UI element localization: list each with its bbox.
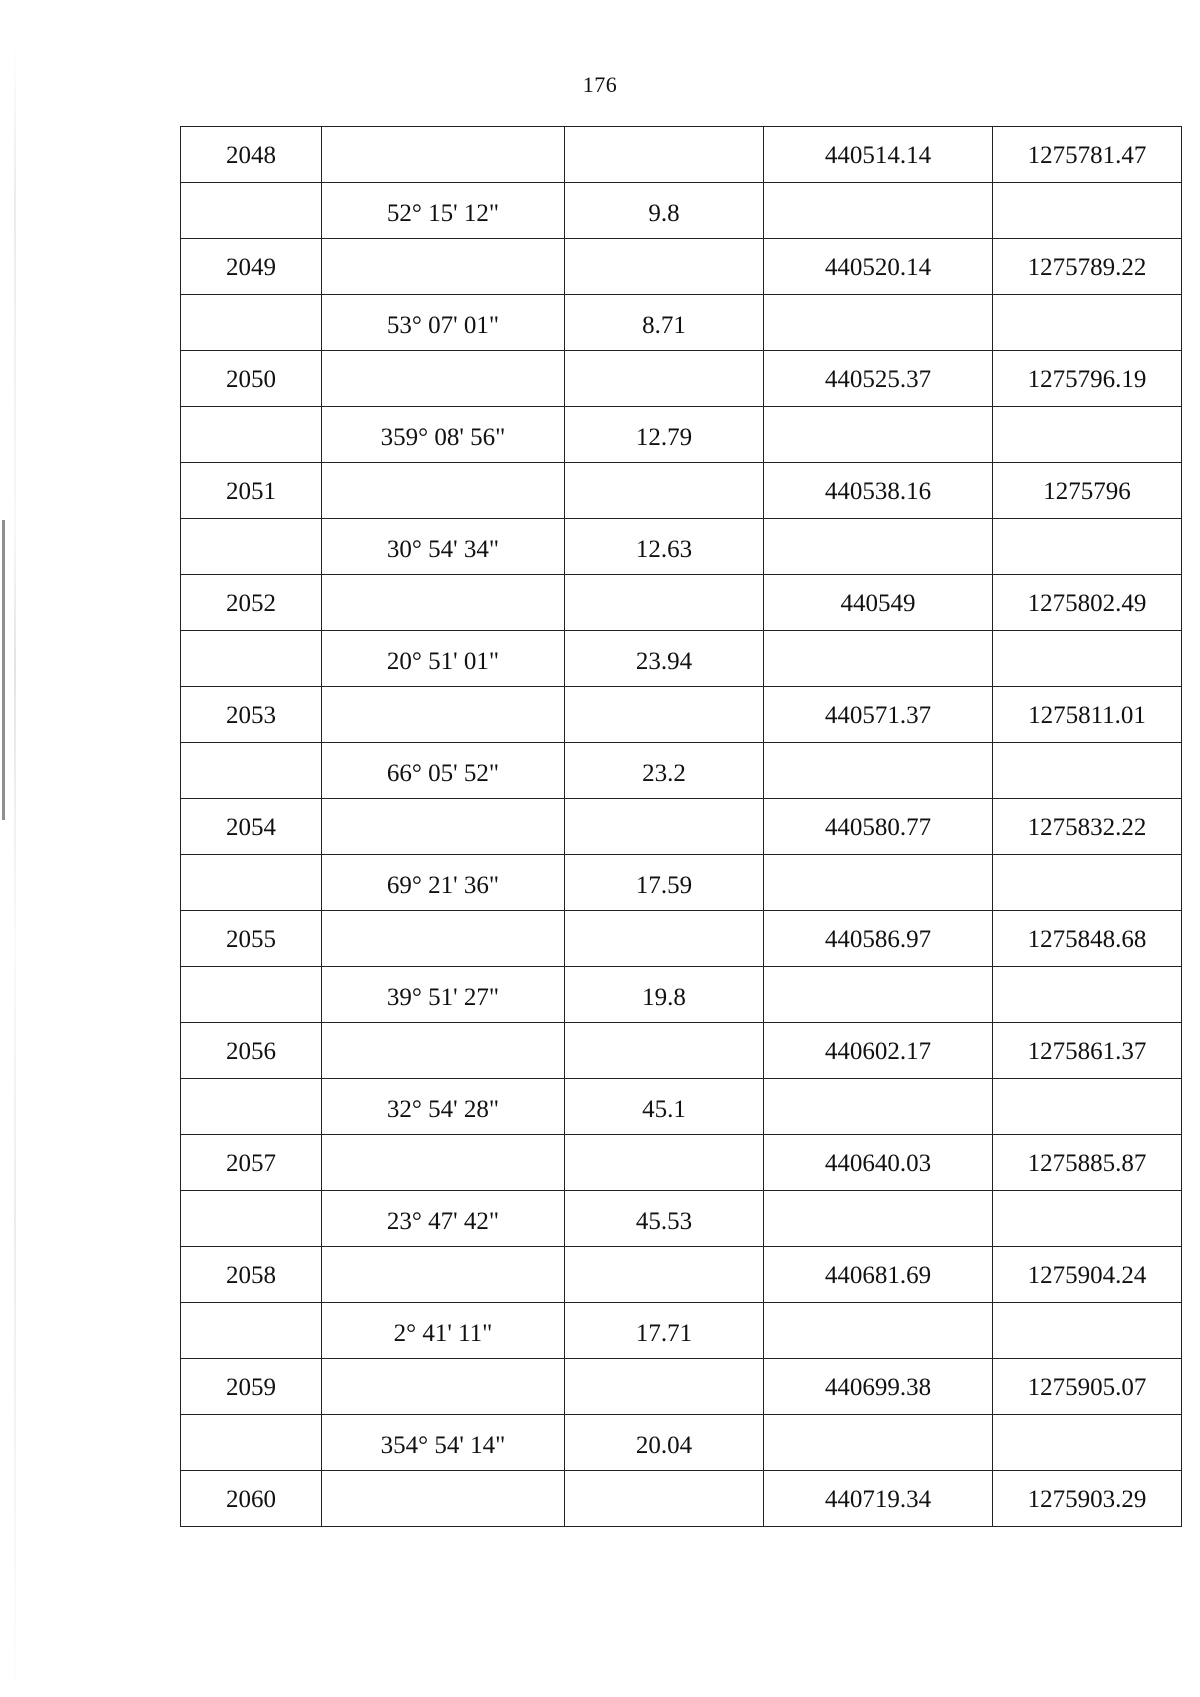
point-number-cell-text: 2049 (226, 254, 276, 281)
table-row (181, 463, 1182, 519)
easting-cell (993, 575, 1182, 631)
bearing-cell (322, 1303, 565, 1359)
distance-cell (565, 631, 764, 687)
distance-cell-text: 23.2 (642, 760, 686, 787)
distance-cell (565, 1471, 764, 1527)
point-number-cell (181, 183, 322, 239)
point-number-cell (181, 1415, 322, 1471)
northing-cell (764, 127, 993, 183)
easting-cell-text: 1275802.49 (1027, 590, 1147, 617)
bearing-cell (322, 743, 565, 799)
bearing-cell-text: 2° 41' 11" (393, 1320, 493, 1347)
point-number-cell (181, 687, 322, 743)
distance-cell (565, 519, 764, 575)
northing-cell-text: 440571.37 (824, 702, 932, 729)
distance-cell-text: 45.53 (635, 1208, 693, 1235)
distance-cell-text: 9.8 (648, 200, 680, 227)
point-number-cell (181, 1135, 322, 1191)
table-row (181, 1303, 1182, 1359)
easting-cell-text: 1275832.22 (1027, 814, 1147, 841)
easting-cell (993, 1303, 1182, 1359)
table-row (181, 855, 1182, 911)
bearing-cell (322, 1471, 565, 1527)
easting-cell (993, 799, 1182, 855)
northing-cell (764, 631, 993, 687)
bearing-cell (322, 1247, 565, 1303)
easting-cell (993, 855, 1182, 911)
bearing-cell (322, 855, 565, 911)
table-row (181, 1359, 1182, 1415)
distance-cell-text: 17.59 (635, 872, 693, 899)
table-row (181, 183, 1182, 239)
table-row (181, 631, 1182, 687)
bearing-cell-text: 69° 21' 36" (386, 872, 500, 899)
point-number-cell-text: 2052 (226, 590, 276, 617)
distance-cell (565, 1023, 764, 1079)
distance-cell-text: 45.1 (642, 1096, 686, 1123)
table-row (181, 1415, 1182, 1471)
easting-cell (993, 1247, 1182, 1303)
distance-cell (565, 967, 764, 1023)
table-row (181, 351, 1182, 407)
easting-cell-text: 1275903.29 (1027, 1486, 1147, 1513)
point-number-cell (181, 1023, 322, 1079)
survey-coordinates-table (180, 126, 1182, 1527)
table-row (181, 575, 1182, 631)
bearing-cell (322, 631, 565, 687)
northing-cell-text: 440640.03 (824, 1150, 932, 1177)
easting-cell (993, 1135, 1182, 1191)
bearing-cell (322, 407, 565, 463)
bearing-cell-text: 30° 54' 34" (386, 536, 500, 563)
bearing-cell (322, 967, 565, 1023)
table-row (181, 799, 1182, 855)
easting-cell-text: 1275848.68 (1027, 926, 1147, 953)
easting-cell (993, 687, 1182, 743)
point-number-cell (181, 407, 322, 463)
northing-cell (764, 1359, 993, 1415)
northing-cell (764, 351, 993, 407)
northing-cell (764, 239, 993, 295)
northing-cell-text: 440525.37 (824, 366, 932, 393)
bearing-cell (322, 1135, 565, 1191)
northing-cell (764, 575, 993, 631)
point-number-cell (181, 463, 322, 519)
northing-cell-text: 440719.34 (824, 1486, 932, 1513)
northing-cell (764, 519, 993, 575)
scan-edge-mark (2, 520, 5, 820)
easting-cell-text: 1275811.01 (1028, 702, 1146, 729)
easting-cell (993, 1079, 1182, 1135)
distance-cell (565, 743, 764, 799)
point-number-cell (181, 239, 322, 295)
point-number-cell (181, 743, 322, 799)
point-number-cell (181, 631, 322, 687)
northing-cell (764, 855, 993, 911)
easting-cell (993, 351, 1182, 407)
distance-cell (565, 911, 764, 967)
distance-cell-text: 8.71 (642, 312, 686, 339)
easting-cell-text: 1275781.47 (1027, 142, 1147, 169)
point-number-cell-text: 2057 (226, 1150, 276, 1177)
distance-cell (565, 127, 764, 183)
point-number-cell (181, 911, 322, 967)
point-number-cell-text: 2051 (226, 478, 276, 505)
point-number-cell-text: 2050 (226, 366, 276, 393)
point-number-cell (181, 1471, 322, 1527)
easting-cell (993, 1471, 1182, 1527)
northing-cell (764, 687, 993, 743)
northing-cell (764, 1079, 993, 1135)
easting-cell-text: 1275905.07 (1027, 1374, 1147, 1401)
northing-cell (764, 743, 993, 799)
northing-cell-text: 440602.17 (824, 1038, 932, 1065)
bearing-cell-text: 53° 07' 01" (386, 312, 500, 339)
point-number-cell-text: 2048 (226, 142, 276, 169)
easting-cell-text: 1275904.24 (1027, 1262, 1147, 1289)
point-number-cell (181, 855, 322, 911)
table-row (181, 239, 1182, 295)
easting-cell (993, 1191, 1182, 1247)
scan-edge-artifact (14, 40, 16, 1680)
distance-cell-text: 19.8 (642, 984, 686, 1011)
easting-cell-text: 1275885.87 (1027, 1150, 1147, 1177)
distance-cell (565, 183, 764, 239)
table-row (181, 519, 1182, 575)
table-row (181, 743, 1182, 799)
bearing-cell (322, 1415, 565, 1471)
distance-cell (565, 1247, 764, 1303)
point-number-cell (181, 1303, 322, 1359)
distance-cell (565, 1359, 764, 1415)
easting-cell (993, 1023, 1182, 1079)
table-row (181, 407, 1182, 463)
easting-cell (993, 1359, 1182, 1415)
table-row (181, 1023, 1182, 1079)
northing-cell (764, 1191, 993, 1247)
distance-cell (565, 351, 764, 407)
easting-cell (993, 911, 1182, 967)
bearing-cell (322, 1359, 565, 1415)
point-number-cell (181, 1079, 322, 1135)
bearing-cell-text: 39° 51' 27" (386, 984, 500, 1011)
distance-cell-text: 12.63 (635, 536, 693, 563)
table-row (181, 967, 1182, 1023)
point-number-cell (181, 1359, 322, 1415)
table-row (181, 1247, 1182, 1303)
point-number-cell (181, 519, 322, 575)
easting-cell (993, 631, 1182, 687)
point-number-cell-text: 2058 (226, 1262, 276, 1289)
bearing-cell-text: 20° 51' 01" (386, 648, 500, 675)
point-number-cell (181, 1247, 322, 1303)
point-number-cell-text: 2060 (226, 1486, 276, 1513)
easting-cell-text: 1275796 (1043, 478, 1131, 505)
northing-cell (764, 1471, 993, 1527)
distance-cell (565, 575, 764, 631)
northing-cell (764, 1303, 993, 1359)
distance-cell (565, 407, 764, 463)
easting-cell (993, 407, 1182, 463)
easting-cell (993, 519, 1182, 575)
page-number: 176 (582, 72, 618, 97)
northing-cell (764, 1023, 993, 1079)
bearing-cell (322, 575, 565, 631)
point-number-cell-text: 2053 (226, 702, 276, 729)
easting-cell-text: 1275796.19 (1027, 366, 1147, 393)
bearing-cell-text: 359° 08' 56" (380, 424, 506, 451)
distance-cell-text: 17.71 (635, 1320, 693, 1347)
northing-cell-text: 440514.14 (824, 142, 932, 169)
bearing-cell-text: 52° 15' 12" (386, 200, 500, 227)
distance-cell (565, 1079, 764, 1135)
bearing-cell (322, 687, 565, 743)
distance-cell (565, 1191, 764, 1247)
northing-cell-text: 440538.16 (824, 478, 932, 505)
easting-cell-text: 1275789.22 (1027, 254, 1147, 281)
bearing-cell (322, 519, 565, 575)
bearing-cell (322, 239, 565, 295)
distance-cell (565, 1303, 764, 1359)
bearing-cell (322, 463, 565, 519)
northing-cell-text: 440681.69 (824, 1262, 932, 1289)
northing-cell (764, 183, 993, 239)
distance-cell (565, 295, 764, 351)
northing-cell-text: 440520.14 (824, 254, 932, 281)
distance-cell-text: 12.79 (635, 424, 693, 451)
northing-cell-text: 440549 (840, 590, 916, 617)
bearing-cell (322, 351, 565, 407)
distance-cell (565, 1415, 764, 1471)
table-row (181, 1135, 1182, 1191)
distance-cell (565, 687, 764, 743)
northing-cell-text: 440586.97 (824, 926, 932, 953)
easting-cell (993, 463, 1182, 519)
bearing-cell-text: 66° 05' 52" (386, 760, 500, 787)
easting-cell-text: 1275861.37 (1027, 1038, 1147, 1065)
point-number-cell (181, 127, 322, 183)
point-number-cell (181, 967, 322, 1023)
table-row (181, 911, 1182, 967)
point-number-cell-text: 2055 (226, 926, 276, 953)
northing-cell (764, 1135, 993, 1191)
table-row (181, 687, 1182, 743)
easting-cell (993, 743, 1182, 799)
easting-cell (993, 183, 1182, 239)
distance-cell-text: 20.04 (635, 1432, 693, 1459)
northing-cell (764, 911, 993, 967)
bearing-cell (322, 911, 565, 967)
point-number-cell (181, 1191, 322, 1247)
point-number-cell (181, 575, 322, 631)
table-row (181, 1471, 1182, 1527)
bearing-cell (322, 183, 565, 239)
bearing-cell-text: 23° 47' 42" (386, 1208, 500, 1235)
table-body (181, 127, 1182, 1527)
bearing-cell (322, 1023, 565, 1079)
bearing-cell (322, 1191, 565, 1247)
northing-cell (764, 1415, 993, 1471)
bearing-cell (322, 295, 565, 351)
northing-cell-text: 440580.77 (824, 814, 932, 841)
distance-cell (565, 1135, 764, 1191)
bearing-cell (322, 127, 565, 183)
point-number-cell (181, 799, 322, 855)
northing-cell (764, 967, 993, 1023)
bearing-cell (322, 1079, 565, 1135)
distance-cell (565, 239, 764, 295)
table-row (181, 1079, 1182, 1135)
distance-cell (565, 463, 764, 519)
point-number-cell-text: 2056 (226, 1038, 276, 1065)
point-number-cell (181, 295, 322, 351)
point-number-cell-text: 2059 (226, 1374, 276, 1401)
northing-cell (764, 463, 993, 519)
easting-cell (993, 127, 1182, 183)
distance-cell-text: 23.94 (635, 648, 693, 675)
easting-cell (993, 967, 1182, 1023)
distance-cell (565, 799, 764, 855)
northing-cell (764, 1247, 993, 1303)
easting-cell (993, 239, 1182, 295)
northing-cell (764, 799, 993, 855)
easting-cell (993, 1415, 1182, 1471)
bearing-cell-text: 32° 54' 28" (386, 1096, 500, 1123)
point-number-cell (181, 351, 322, 407)
bearing-cell (322, 799, 565, 855)
table-row (181, 1191, 1182, 1247)
table-row (181, 127, 1182, 183)
table-row (181, 295, 1182, 351)
easting-cell (993, 295, 1182, 351)
northing-cell-text: 440699.38 (824, 1374, 932, 1401)
point-number-cell-text: 2054 (226, 814, 276, 841)
bearing-cell-text: 354° 54' 14" (380, 1432, 506, 1459)
northing-cell (764, 407, 993, 463)
northing-cell (764, 295, 993, 351)
distance-cell (565, 855, 764, 911)
